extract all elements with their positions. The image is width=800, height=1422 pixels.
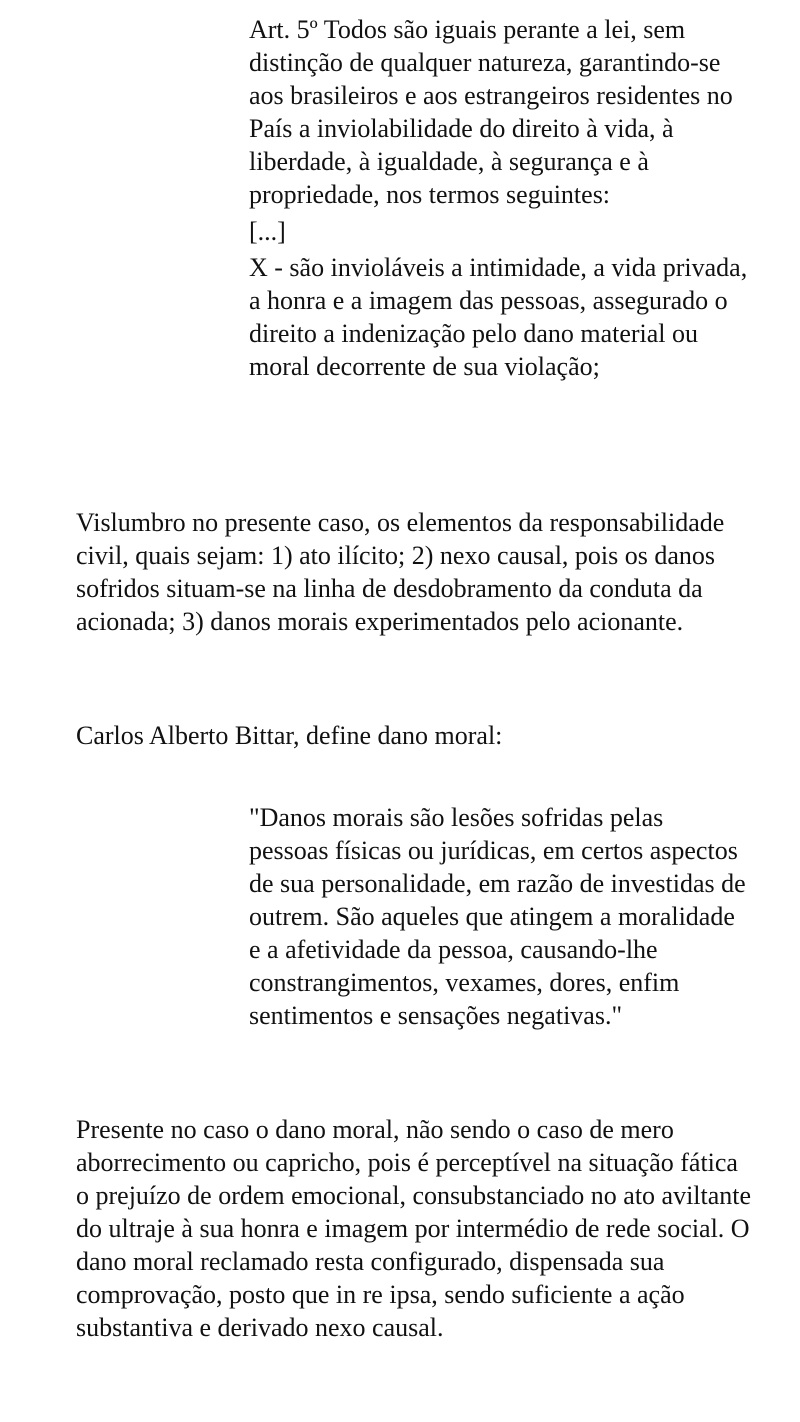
article-5-text: Art. 5º Todos são iguais perante a lei, sem distinção de qualquer natureza, garantindo-se aos brasileiros e aos estrangeiros residentes no País a inviolabilidade do direito à vida, à liberdade, à igualdade, à segurança e à propriedade, nos termos seguintes:: [249, 15, 733, 209]
bittar-quote: "Danos morais são lesões sofridas pelas pessoas físicas ou jurídicas, em certos aspectos de sua personalidade, em razão de investidas de outrem. São aqueles que atingem a moralidade e a afetividade da pessoa, causando-lhe constrangimentos, vexames, dores, enfim sentimentos e sensações negativas.": [249, 803, 746, 1030]
quote-ellipsis: [...]: [249, 217, 286, 246]
paragraph-civil-responsibility: Vislumbro no presente caso, os elementos da responsabilidade civil, quais sejam: 1) ato ilícito; 2) nexo causal, pois os danos sofridos situam-se na linha de desdobramento da conduta da acionada; 3) danos morais experimentados pelo acionante.: [76, 508, 725, 636]
constitution-quote: [249, 13, 749, 383]
item-x-text: X - são invioláveis a intimidade, a vida privada, a honra e a imagem das pessoas, assegurado o direito a indenização pelo dano material ou moral decorrente de sua violação;: [249, 253, 748, 381]
paragraph-moral-damage-conclusion: Presente no caso o dano moral, não sendo o caso de mero aborrecimento ou capricho, pois é perceptível na situação fática o prejuízo de ordem emocional, consubstanciado no ato aviltante do ultraje à sua honra e imagem por intermédio de rede social. O dano moral reclamado resta configurado, dispensada sua comprovação, posto que in re ipsa, sendo suficiente a ação substantiva e derivado nexo causal.: [76, 1115, 752, 1342]
cropped-previous-line: [140, 0, 200, 4]
paragraph-bittar-intro: Carlos Alberto Bittar, define dano moral:: [76, 721, 503, 750]
